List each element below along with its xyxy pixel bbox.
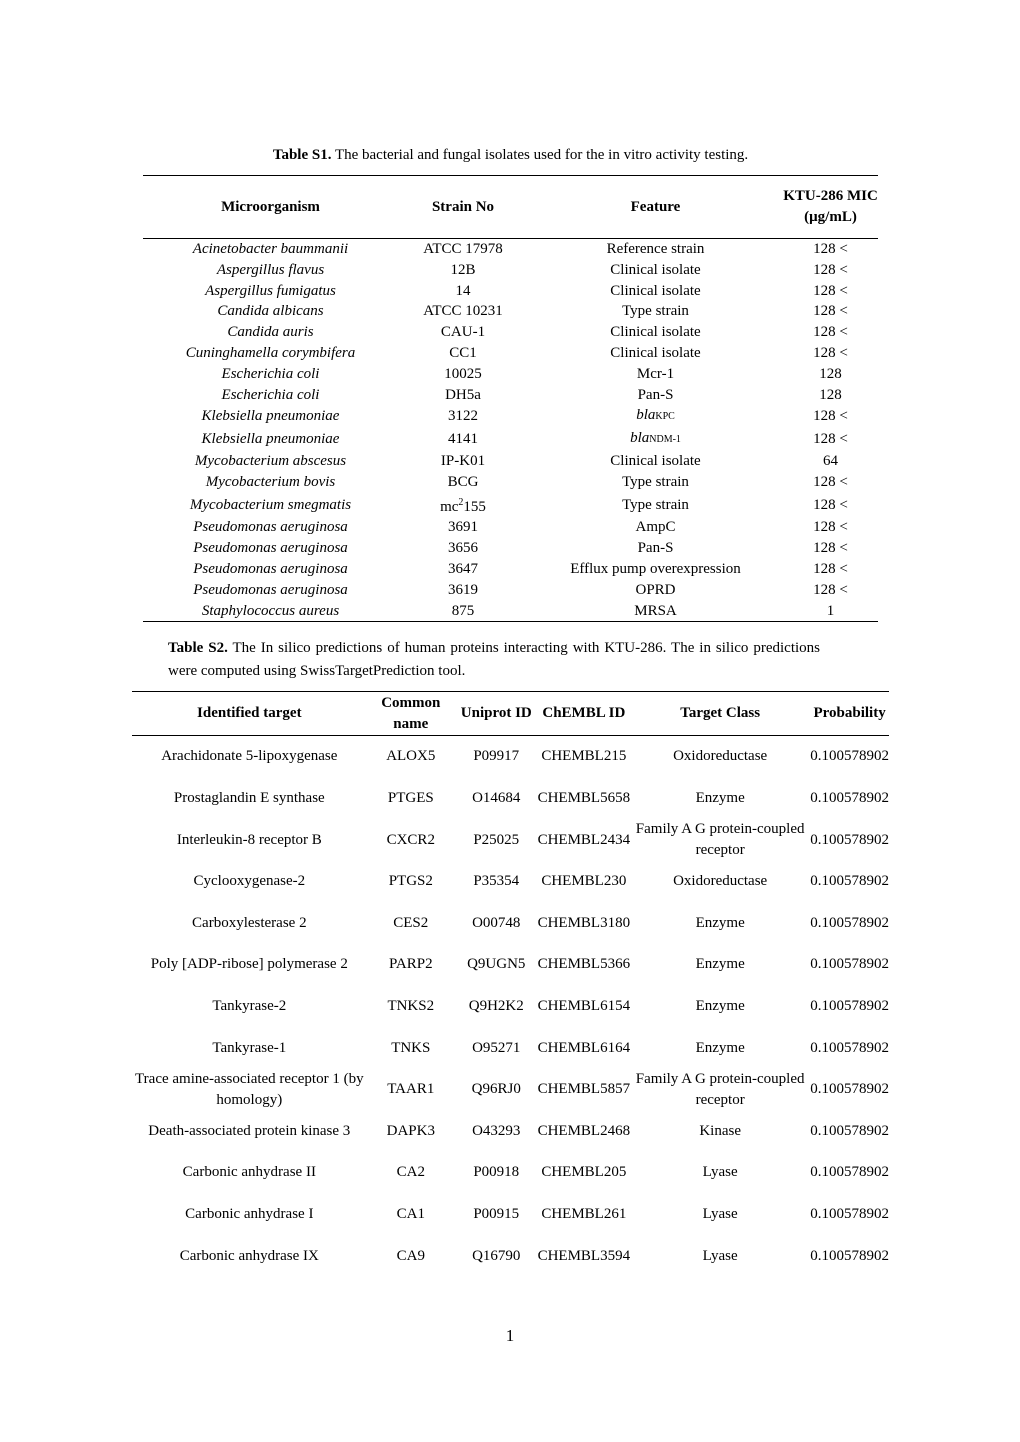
target-class-cell: Kinase — [699, 1122, 741, 1139]
probability-cell: 0.100578902 — [810, 789, 889, 806]
bla-gene-subscript: KPC — [655, 411, 675, 423]
feature-cell: OPRD — [635, 581, 676, 598]
common-name-cell: CA1 — [396, 1205, 425, 1222]
mic-cell: 128 — [819, 386, 842, 403]
header-target-class: Target Class — [630, 692, 810, 736]
target-class-cell: Enzyme — [695, 1039, 745, 1056]
table-row — [143, 239, 878, 260]
feature-cell — [528, 428, 783, 451]
microorganism-cell: Pseudomonas aeruginosa — [193, 540, 348, 557]
strain-prefix: mc — [440, 498, 459, 515]
table-row — [132, 1194, 889, 1236]
microorganism-cell: Mycobacterium bovis — [205, 473, 336, 490]
feature-cell: Clinical isolate — [610, 324, 701, 341]
common-name-cell: PARP2 — [388, 956, 433, 973]
uniprot-cell: O43293 — [472, 1122, 521, 1139]
mic-cell: 128 < — [813, 496, 848, 513]
microorganism-cell: Mycobacterium smegmatis — [189, 496, 352, 513]
mic-cell: 1 — [783, 601, 878, 622]
target-class-cell: Family A G protein-coupled receptor — [635, 821, 805, 858]
microorganism-cell: Staphylococcus aureus — [143, 601, 398, 622]
microorganism-cell: Klebsiella pneumoniae — [201, 408, 340, 425]
chembl-cell: CHEMBL261 — [541, 1205, 627, 1222]
uniprot-cell: P09917 — [473, 748, 520, 765]
feature-cell: Mcr-1 — [636, 365, 675, 382]
strain-cell: 12B — [450, 261, 476, 278]
table-s1-caption-text: The bacterial and fungal isolates used for the in vitro activity testing. — [331, 147, 749, 163]
target-cell: Carbonic anhydrase II — [182, 1164, 316, 1181]
probability-cell: 0.100578902 — [810, 1247, 889, 1264]
strain-superscript: 2 — [458, 496, 464, 508]
target-class-cell: Lyase — [702, 1164, 738, 1181]
table-row — [132, 819, 889, 861]
target-cell: Prostaglandin E synthase — [173, 789, 325, 806]
uniprot-cell: Q9H2K2 — [468, 997, 524, 1014]
mic-cell: 128 < — [813, 560, 848, 577]
target-class-cell: Lyase — [702, 1247, 738, 1264]
table-row — [143, 364, 878, 385]
table-row — [143, 538, 878, 559]
target-cell: Carbonic anhydrase I — [185, 1205, 314, 1222]
target-cell: Carbonic anhydrase IX — [179, 1247, 319, 1264]
table-row — [143, 260, 878, 281]
header-strain-no: Strain No — [398, 176, 528, 239]
feature-cell: Clinical isolate — [610, 344, 701, 361]
feature-cell: Type strain — [622, 303, 689, 320]
table-row — [143, 493, 878, 518]
microorganism-cell: Mycobacterium abscesus — [194, 452, 347, 469]
table-row — [143, 472, 878, 493]
mic-cell: 128 < — [813, 303, 848, 320]
microorganism-cell: Klebsiella pneumoniae — [201, 431, 340, 448]
probability-cell: 0.100578902 — [810, 748, 889, 765]
strain-cell: 14 — [455, 282, 471, 299]
chembl-cell: CHEMBL5857 — [537, 1081, 631, 1098]
table-row — [143, 580, 878, 601]
feature-cell: MRSA — [528, 601, 783, 622]
strain-cell: ATCC 17978 — [423, 241, 503, 257]
uniprot-cell: P00918 — [473, 1164, 520, 1181]
table-row — [143, 405, 878, 428]
uniprot-cell: O00748 — [472, 914, 521, 931]
table-row — [132, 861, 889, 903]
common-name-cell: TNKS — [391, 1039, 431, 1056]
probability-cell: 0.100578902 — [810, 831, 889, 848]
header-chembl-id: ChEMBL ID — [538, 692, 631, 736]
target-cell: Arachidonate 5-lipoxygenase — [161, 748, 338, 765]
mic-cell: 64 — [823, 452, 838, 469]
chembl-cell: CHEMBL3594 — [537, 1247, 631, 1264]
table-row — [132, 944, 889, 986]
chembl-cell: CHEMBL5658 — [537, 789, 631, 806]
strain-cell: 3122 — [448, 408, 478, 425]
microorganism-cell: Escherichia coli — [221, 365, 320, 382]
bla-gene-text: bla — [630, 430, 650, 447]
strain-cell: BCG — [447, 473, 479, 490]
target-class-cell: Enzyme — [695, 789, 745, 806]
mic-cell: 128 < — [813, 282, 848, 299]
chembl-cell: CHEMBL230 — [541, 873, 627, 890]
target-class-cell: Lyase — [702, 1205, 738, 1222]
microorganism-cell: Acinetobacter baummanii — [192, 241, 349, 257]
table-row — [143, 343, 878, 364]
table-s1-label: Table S1. — [272, 147, 332, 163]
target-class-cell: Enzyme — [695, 914, 745, 931]
table-row — [132, 1027, 889, 1069]
common-name-cell: CES2 — [393, 914, 429, 931]
mic-cell: 128 < — [813, 540, 848, 557]
uniprot-cell: P35354 — [473, 873, 520, 890]
table-s1-header-row — [143, 176, 878, 239]
header-identified-target: Identified target — [132, 692, 367, 736]
table-s1-body — [143, 239, 878, 622]
bla-gene-text: bla — [636, 407, 656, 424]
target-cell: Trace amine-associated receptor 1 (by homology) — [135, 1070, 364, 1108]
feature-cell — [528, 405, 783, 428]
target-class-cell: Oxidoreductase — [673, 873, 768, 890]
mic-cell: 128 < — [813, 408, 848, 425]
chembl-cell: CHEMBL3180 — [537, 914, 631, 931]
chembl-cell: CHEMBL215 — [541, 748, 627, 765]
chembl-cell: CHEMBL5366 — [537, 956, 631, 973]
mic-cell: 128 < — [813, 324, 848, 341]
table-row — [132, 1235, 889, 1277]
mic-cell: 128 < — [813, 581, 848, 598]
header-uniprot-id: Uniprot ID — [455, 692, 538, 736]
header-feature: Feature — [528, 176, 783, 239]
mic-cell: 128 < — [813, 473, 848, 490]
table-row — [132, 1110, 889, 1152]
microorganism-cell: Candida auris — [227, 324, 314, 341]
common-name-cell: DAPK3 — [386, 1122, 435, 1139]
probability-cell: 0.100578902 — [810, 1164, 889, 1181]
table-s2-body — [132, 736, 889, 1277]
probability-cell: 0.100578902 — [810, 997, 889, 1014]
mic-cell: 128 < — [813, 431, 848, 448]
probability-cell: 0.100578902 — [810, 956, 889, 973]
feature-cell: Type strain — [622, 496, 689, 513]
feature-cell: Clinical isolate — [610, 452, 701, 469]
strain-cell: 10025 — [444, 365, 482, 382]
table-row — [132, 1069, 889, 1111]
chembl-cell: CHEMBL6154 — [537, 997, 631, 1014]
target-cell: Tankyrase-1 — [212, 1039, 287, 1056]
table-row — [143, 428, 878, 451]
probability-cell: 0.100578902 — [810, 1081, 889, 1098]
mic-cell: 128 < — [813, 344, 848, 361]
common-name-cell: ALOX5 — [386, 748, 436, 765]
uniprot-cell: P00915 — [473, 1205, 520, 1222]
probability-cell: 0.100578902 — [810, 1205, 889, 1222]
strain-cell: 4141 — [448, 431, 478, 448]
microorganism-cell: Pseudomonas aeruginosa — [193, 519, 348, 536]
strain-cell: CC1 — [449, 344, 477, 361]
common-name-cell: CA2 — [396, 1164, 425, 1181]
table-s2-caption-text: The In silico predictions of human proteins interacting with KTU-286. The in silico predictions were computed using SwissTargetPrediction tool. — [168, 640, 820, 679]
table-row — [143, 301, 878, 322]
table-row — [132, 736, 889, 778]
feature-cell: Clinical isolate — [610, 282, 701, 299]
strain-cell: DH5a — [445, 386, 481, 403]
strain-cell: 3647 — [448, 560, 478, 577]
probability-cell: 0.100578902 — [810, 873, 889, 890]
page-number: 1 — [505, 1326, 515, 1345]
target-cell: Death-associated protein kinase 3 — [148, 1122, 351, 1139]
mic-cell: 128 — [819, 365, 842, 382]
microorganism-cell: Pseudomonas aeruginosa — [193, 581, 348, 598]
target-cell: Cyclooxygenase-2 — [193, 873, 306, 890]
strain-cell: 3656 — [448, 540, 478, 557]
chembl-cell: CHEMBL2468 — [537, 1122, 631, 1139]
table-s2 — [132, 691, 889, 1277]
strain-cell: ATCC 10231 — [423, 303, 503, 320]
chembl-cell: CHEMBL6164 — [537, 1039, 631, 1056]
strain-cell: IP-K01 — [440, 452, 486, 469]
common-name-cell: CA9 — [396, 1247, 425, 1264]
uniprot-cell: Q9UGN5 — [467, 956, 526, 973]
mic-cell: 128 < — [813, 519, 848, 536]
strain-cell: 875 — [398, 601, 528, 622]
table-s1 — [143, 175, 878, 622]
strain-cell: CAU-1 — [440, 324, 486, 341]
probability-cell: 0.100578902 — [810, 1122, 889, 1139]
header-mic: KTU-286 MIC (μg/mL) — [783, 176, 878, 239]
uniprot-cell: Q96RJ0 — [471, 1081, 521, 1098]
chembl-cell: CHEMBL205 — [541, 1164, 627, 1181]
common-name-cell: CXCR2 — [386, 831, 435, 848]
header-common-name: Common name — [367, 692, 455, 736]
microorganism-cell: Cuninghamella corymbifera — [185, 344, 356, 361]
table-row — [143, 385, 878, 406]
chembl-cell: CHEMBL2434 — [537, 831, 631, 848]
table-s2-caption — [168, 637, 820, 683]
common-name-cell: PTGS2 — [388, 873, 433, 890]
table-row — [143, 517, 878, 538]
target-class-cell: Enzyme — [695, 956, 745, 973]
feature-cell: Pan-S — [637, 386, 674, 403]
uniprot-cell: O14684 — [472, 789, 521, 806]
table-row — [143, 281, 878, 302]
microorganism-cell: Aspergillus fumigatus — [205, 282, 336, 299]
strain-suffix: 155 — [463, 498, 486, 515]
table-s1-caption — [143, 144, 878, 167]
target-class-cell: Enzyme — [695, 997, 745, 1014]
header-probability: Probability — [810, 692, 889, 736]
target-cell: Interleukin-8 receptor B — [176, 831, 322, 848]
feature-cell: Reference strain — [606, 241, 705, 257]
table-row — [132, 1152, 889, 1194]
microorganism-cell: Pseudomonas aeruginosa — [193, 560, 348, 577]
common-name-cell: PTGES — [387, 789, 434, 806]
strain-cell: 3619 — [448, 581, 478, 598]
probability-cell: 0.100578902 — [810, 914, 889, 931]
header-microorganism: Microorganism — [143, 176, 398, 239]
probability-cell: 0.100578902 — [810, 1039, 889, 1056]
target-class-cell: Oxidoreductase — [673, 748, 768, 765]
target-cell: Tankyrase-2 — [212, 997, 287, 1014]
strain-cell — [398, 493, 528, 518]
microorganism-cell: Candida albicans — [217, 303, 324, 320]
table-row — [143, 559, 878, 580]
table-row — [132, 778, 889, 820]
mic-cell: 128 < — [813, 241, 848, 257]
uniprot-cell: O95271 — [472, 1039, 521, 1056]
uniprot-cell: Q16790 — [472, 1247, 521, 1264]
table-row — [132, 986, 889, 1028]
table-row — [143, 451, 878, 472]
strain-cell: 3691 — [448, 519, 478, 536]
table-row — [132, 902, 889, 944]
feature-cell: Pan-S — [637, 540, 674, 557]
feature-cell: AmpC — [635, 519, 676, 536]
target-cell: Poly [ADP-ribose] polymerase 2 — [150, 956, 348, 973]
feature-cell: Clinical isolate — [610, 261, 701, 278]
table-row — [143, 322, 878, 343]
table-row — [143, 601, 878, 622]
feature-cell: Efflux pump overexpression — [570, 560, 741, 577]
bla-gene-subscript: NDM-1 — [649, 434, 681, 446]
target-cell: Carboxylesterase 2 — [192, 914, 307, 931]
target-class-cell: Family A G protein-coupled receptor — [635, 1070, 805, 1108]
common-name-cell: TAAR1 — [387, 1081, 435, 1098]
microorganism-cell: Escherichia coli — [221, 386, 320, 403]
uniprot-cell: P25025 — [473, 831, 520, 848]
feature-cell: Type strain — [622, 473, 689, 490]
microorganism-cell: Aspergillus flavus — [216, 261, 325, 278]
table-s2-label: Table S2. — [168, 640, 228, 656]
mic-cell: 128 < — [813, 261, 848, 278]
common-name-cell: TNKS2 — [387, 997, 435, 1014]
table-s2-header-row — [132, 692, 889, 736]
